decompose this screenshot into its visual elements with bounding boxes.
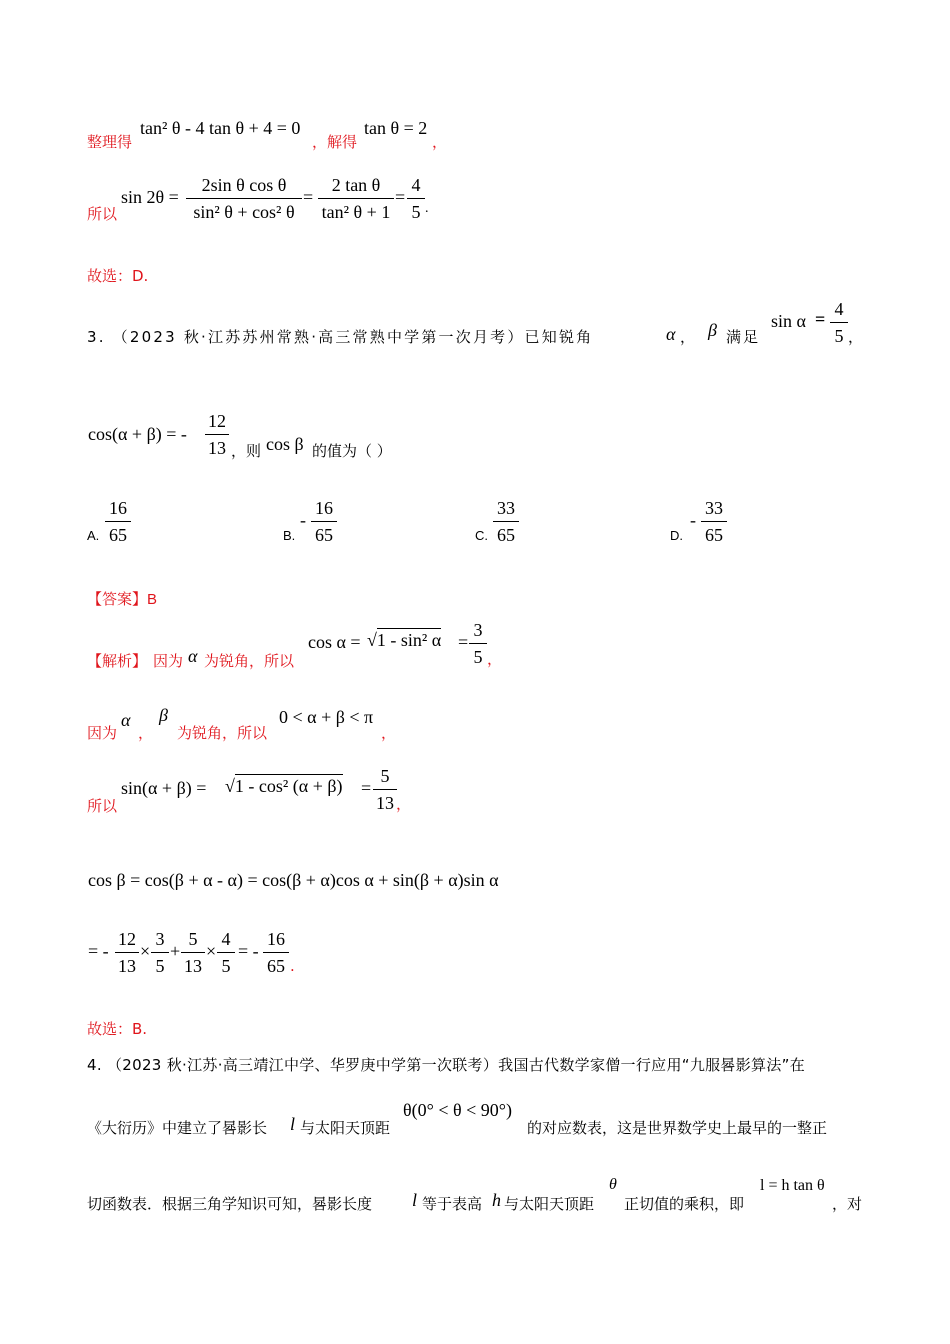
fraction-tan-form	[318, 175, 394, 222]
fraction-numerator: 12	[205, 411, 229, 435]
q3-then: ，则	[231, 442, 262, 460]
sqrt-symbol: √	[367, 630, 377, 650]
fraction-denominator: 13	[184, 956, 202, 976]
q4-formula: l = h tan θ	[760, 1177, 825, 1194]
q4-line2-c: 的对应数表，这是世界数学史上最早的一整正	[527, 1119, 828, 1137]
final-answer: 故选：B.	[87, 1020, 148, 1038]
analysis-acute: 为锐角，所以	[204, 652, 295, 670]
q4-line3-c: 与太阳天顶距	[504, 1195, 595, 1213]
q4-h-var: h	[492, 1190, 501, 1210]
answer-value: B	[147, 591, 158, 608]
q4-line1: 4. （2023 秋·江苏·高三靖江中学、华罗庚中学第一次联考）我国古代数学家僧一行应用“九服晷影算法”在	[87, 1056, 806, 1074]
fraction-3-5	[151, 929, 169, 976]
fraction-4-5	[217, 929, 235, 976]
q4-line3-b: 等于表高	[422, 1195, 483, 1213]
q3-header: 3. （2023 秋·江苏苏州常熟·高三常熟中学第一次月考）已知锐角	[87, 328, 594, 346]
q4-line2-a: 《大衍历》中建立了晷影长	[87, 1119, 268, 1137]
fraction-cos-alpha	[469, 620, 487, 667]
option-letter: B.	[283, 528, 296, 543]
fraction-numerator: 4	[407, 175, 425, 199]
fraction-denominator: 5	[221, 956, 231, 976]
previous-answer: 故选：D.	[87, 267, 149, 285]
sqrt-body: 1 - cos² (α + β)	[234, 776, 343, 796]
fraction-denominator: 65	[267, 956, 285, 976]
sqrt-body: 1 - sin² α	[376, 630, 442, 650]
fraction-numerator: 16	[263, 929, 289, 953]
times-sign: ×	[206, 941, 217, 961]
line2-comma: ，	[138, 724, 154, 742]
option-letter: D.	[670, 528, 683, 543]
q3-cos-beta: cos β	[266, 434, 304, 454]
line1-tail: ，	[432, 133, 448, 151]
fraction-denominator: 5	[473, 647, 483, 667]
line5-period: .	[290, 957, 295, 975]
fraction-numerator: 2sin θ cos θ	[186, 175, 302, 199]
fraction-numerator: 12	[115, 929, 139, 953]
equation-tan-result: tan θ = 2	[364, 118, 428, 138]
option-sign: -	[300, 510, 306, 530]
fraction-denominator: 13	[118, 956, 136, 976]
option-fraction	[701, 498, 727, 545]
sqrt-symbol: √	[225, 776, 235, 796]
fraction-denominator: 13	[376, 793, 394, 813]
equation-tan-quadratic: tan² θ - 4 tan θ + 4 = 0	[140, 118, 301, 138]
option-fraction	[311, 498, 337, 545]
q4-theta-range: θ(0° < θ < 90°)	[403, 1100, 512, 1120]
fraction-numerator: 16	[311, 498, 337, 522]
fraction-numerator: 3	[469, 620, 487, 644]
option-fraction	[493, 498, 519, 545]
fraction-denominator: 65	[315, 525, 333, 545]
fraction-four-fifths	[407, 175, 425, 222]
q3-value-of: 的值为（ ）	[312, 442, 392, 460]
fraction-denominator: 13	[208, 438, 226, 458]
q3-cos-sum: cos(α + β) = -	[88, 424, 187, 444]
line2-tail: ，	[381, 724, 397, 742]
q4-line2-b: 与太阳天顶距	[300, 1119, 391, 1137]
line2-because: 因为	[87, 724, 118, 742]
fraction-numerator: 4	[830, 299, 848, 323]
fraction-denominator: 65	[497, 525, 515, 545]
answer-tag: 【答案】	[87, 590, 148, 608]
equals-sign: =	[361, 778, 372, 798]
q3-beta: β	[708, 320, 717, 340]
equals-sign: =	[395, 187, 406, 207]
q3-comma: ，	[680, 328, 696, 346]
line2-beta: β	[159, 705, 168, 725]
fraction-12-13	[115, 929, 139, 976]
fraction-numerator: 3	[151, 929, 169, 953]
fraction-numerator: 33	[493, 498, 519, 522]
line2-inequality: 0 < α + β < π	[279, 707, 374, 727]
sqrt-expression	[225, 776, 343, 797]
option-fraction	[105, 498, 131, 545]
q3-satisfy: 满足	[726, 328, 761, 346]
label-solve: ，解得	[312, 133, 358, 151]
equals-sign: =	[815, 309, 826, 329]
line4-expansion: cos β = cos(β + α - α) = cos(β + α)cos α + sin(β + α)sin α	[88, 870, 499, 890]
line5-equals-minus-2: = -	[238, 941, 259, 961]
line2-acute: 为锐角，所以	[177, 724, 268, 742]
q4-l-var: l	[412, 1190, 418, 1210]
option-letter: C.	[475, 528, 488, 543]
sin2theta-lhs: sin 2θ =	[121, 187, 179, 207]
fraction-numerator: 33	[701, 498, 727, 522]
line2-alpha: α	[121, 710, 131, 730]
option-sign: -	[690, 510, 696, 530]
fraction-denominator: 65	[109, 525, 127, 545]
fraction-numerator: 2 tan θ	[318, 175, 394, 199]
fraction-denominator: 65	[705, 525, 723, 545]
analysis-because: 因为	[153, 652, 184, 670]
analysis-tag: 【解析】	[87, 652, 148, 670]
answer-row	[87, 588, 157, 609]
q4-theta: θ	[609, 1176, 617, 1193]
q4-line3-a: 切函数表．根据三角学知识可知，晷影长度	[87, 1195, 373, 1213]
analysis-tail: ，	[487, 650, 503, 668]
equals-sign: =	[458, 632, 469, 652]
equals-sign: =	[303, 187, 314, 207]
fraction-double-angle	[186, 175, 302, 222]
fraction-numerator: 16	[105, 498, 131, 522]
fraction-sin-value	[830, 299, 848, 346]
fraction-5-13	[181, 929, 205, 976]
analysis-alpha: α	[188, 646, 198, 666]
line3-lhs: sin(α + β) =	[121, 778, 207, 798]
label-therefore: 所以	[87, 205, 118, 223]
fraction-16-65	[263, 929, 289, 976]
q4-shadow-length-l: l	[290, 1114, 296, 1134]
fraction-denominator: 5	[834, 326, 844, 346]
fraction-numerator: 4	[217, 929, 235, 953]
q3-comma-end: ，	[848, 328, 864, 346]
fraction-numerator: 5	[373, 766, 397, 790]
cos-alpha-lhs: cos α =	[308, 632, 361, 652]
fraction-numerator: 5	[181, 929, 205, 953]
line3-tail: ，	[396, 795, 412, 813]
sqrt-expression	[367, 630, 441, 651]
label-organize: 整理得	[87, 133, 133, 151]
fraction-sin-sum	[373, 766, 397, 813]
fraction-denominator: 5	[411, 202, 421, 222]
period: .	[425, 201, 429, 216]
q3-alpha: α	[666, 324, 676, 344]
line5-equals-minus: = -	[88, 941, 109, 961]
q3-sin-alpha: sin α	[771, 311, 806, 331]
q4-line3-d: 正切值的乘积，即	[624, 1195, 745, 1213]
fraction-denominator: 5	[155, 956, 165, 976]
plus-sign: +	[170, 941, 181, 961]
times-sign: ×	[140, 941, 151, 961]
fraction-denominator: sin² θ + cos² θ	[193, 202, 295, 222]
q4-line3-e: ，对	[832, 1195, 863, 1213]
option-letter: A.	[87, 528, 100, 543]
fraction-cos-value	[205, 411, 229, 458]
line3-label: 所以	[87, 797, 118, 815]
fraction-denominator: tan² θ + 1	[321, 202, 391, 222]
